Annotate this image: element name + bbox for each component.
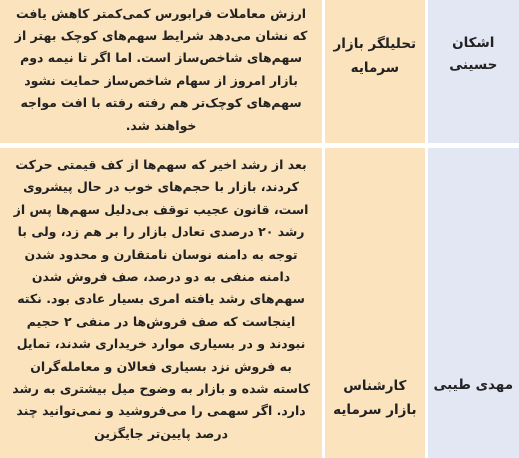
analyst-role-cell — [325, 0, 424, 143]
analyst-role: کارشناس بازار سرمایه — [333, 378, 417, 418]
analyst-role-cell — [325, 148, 424, 458]
analyst-name: اشکان حسینی — [449, 35, 498, 73]
table-row — [0, 0, 519, 143]
analyst-comment: بعد از رشد اخیر که سهم‌ها از کف قیمتی حرکت کردند، بازار با حجم‌های خوب در حال پیشروی است، قانون عجیب توقف بی‌دلیل سهم‌ها پس از رشد ۲۰ درصدی تعادل بازار را بر هم زد، ولی با توجه به دامنه نوسان نامتقارن و محدود شدن دامنه منفی به دو درصد، صف فروش شدن سهم‌های رشد یافته امری بسیار عادی بود. نکته اینجاست که صف فروش‌ها در منفی ۲ حجیم نبودند و در بسیاری موارد خریداری شدند، تمایل به فروش نزد بسیاری فعالان و معامله‌گران کاسته شده و بازار به وضوح میل بیشتری به رشد دارد. اگر سهمی را می‌فروشید و نمی‌توانید چند درصد پایین‌تر جایگزین — [12, 157, 310, 441]
analyst-name: مهدی طیبی — [433, 377, 514, 393]
analyst-name-cell — [428, 0, 519, 143]
analyst-comment-cell — [0, 0, 322, 143]
analyst-comment: ارزش معاملات فرابورس کمی‌کمتر کاهش یافت که نشان می‌دهد شرایط سهم‌های کوچک بهتر از سهم‌های شاخص‌ساز است. اما اگر تا نیمه دوم بازار امروز از سهام شاخص‌ساز حمایت نشود سهم‌های کوچک‌تر هم رفته رفته با افت مواجه خواهند شد. — [14, 5, 308, 133]
table-row — [0, 148, 519, 458]
analyst-role: تحلیلگر بازار سرمایه — [333, 36, 417, 76]
analyst-name-cell — [428, 148, 519, 458]
analyst-comment-cell — [0, 148, 322, 458]
